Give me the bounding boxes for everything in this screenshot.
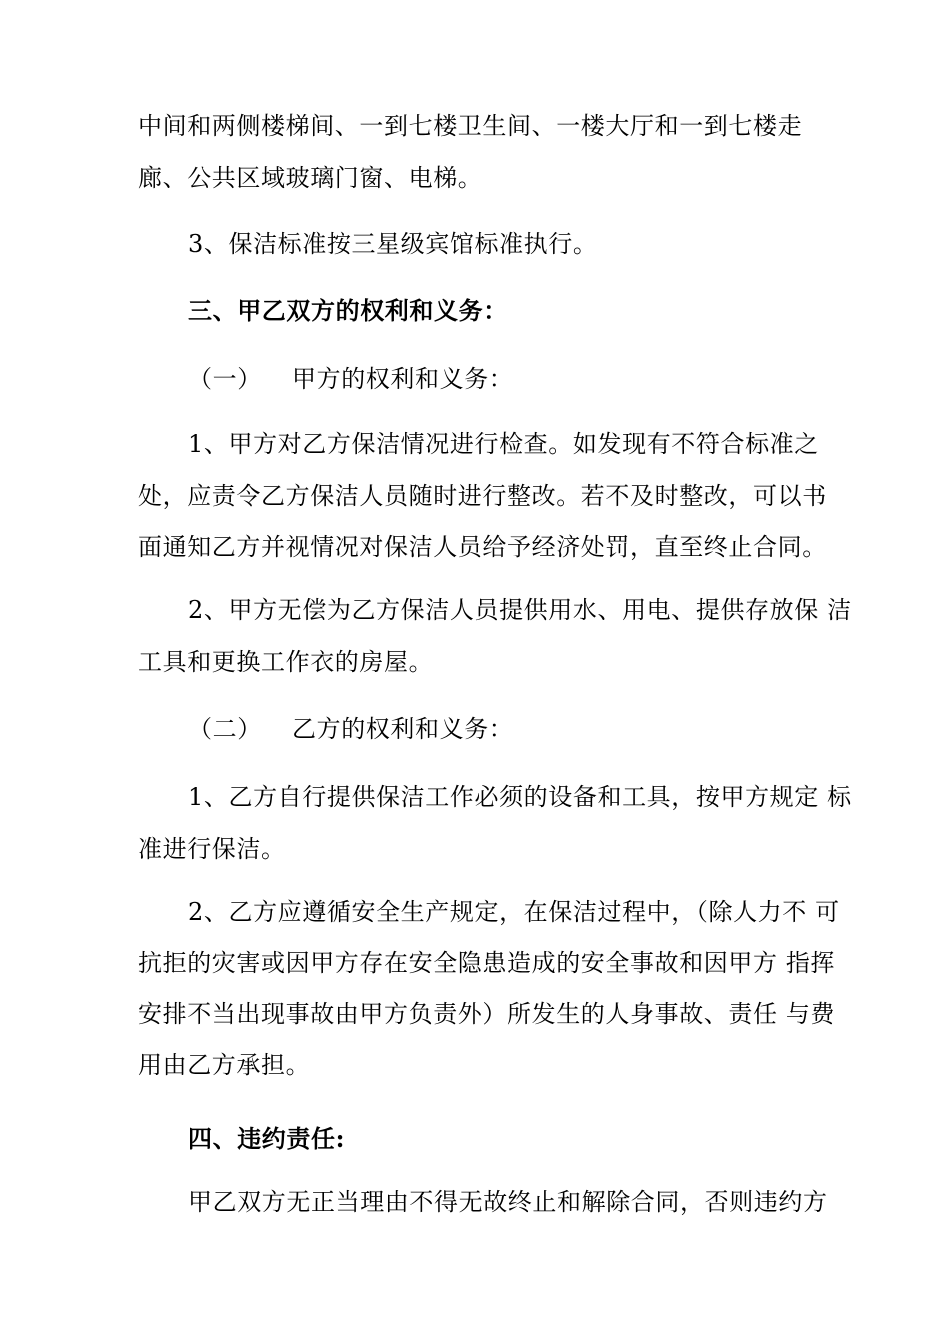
paragraph-line: 工具和更换工作衣的房屋。 xyxy=(138,648,434,676)
paragraph-line: 安排不当出现事故由甲方负责外）所发生的人身事故、责任 与费 xyxy=(138,1000,836,1028)
paragraph-line: 中间和两侧楼梯间、一到七楼卫生间、一楼大厅和一到七楼走 xyxy=(138,112,803,140)
subsection-number: （一） xyxy=(188,365,262,393)
paragraph-line: 2、乙方应遵循安全生产规定，在保洁过程中，（除人力不 可 xyxy=(188,898,840,926)
paragraph-line: 1、乙方自行提供保洁工作必须的设备和工具，按甲方规定 标 xyxy=(188,783,852,811)
paragraph-line: 面通知乙方并视情况对保洁人员给予经济处罚，直至终止合同。 xyxy=(138,533,827,561)
paragraph-line: 用由乙方承担。 xyxy=(138,1051,311,1079)
subsection-heading xyxy=(188,364,513,394)
paragraph-line: 1、甲方对乙方保洁情况进行检查。如发现有不符合标准之 xyxy=(188,430,819,458)
paragraph-line: 处，应责令乙方保洁人员随时进行整改。若不及时整改，可以书 xyxy=(138,482,827,510)
paragraph-line: 2、甲方无偿为乙方保洁人员提供用水、用电、提供存放保 洁 xyxy=(188,596,852,624)
subsection-title: 乙方的权利和义务： xyxy=(292,715,514,743)
section-heading: 四、违约责任: xyxy=(188,1124,346,1153)
subsection-title: 甲方的权利和义务： xyxy=(292,365,514,393)
paragraph-line: 甲乙双方无正当理由不得无故终止和解除合同，否则违约方 xyxy=(188,1188,828,1216)
paragraph-line: 抗拒的灾害或因甲方存在安全隐患造成的安全事故和因甲方 指挥 xyxy=(138,949,836,977)
paragraph-line: 准进行保洁。 xyxy=(138,835,286,863)
subsection-number: （二） xyxy=(188,715,262,743)
paragraph-line: 廊、公共区域玻璃门窗、电梯。 xyxy=(138,164,483,192)
subsection-heading xyxy=(188,714,513,744)
section-heading: 三、甲乙双方的权利和义务： xyxy=(188,296,508,325)
paragraph-line: 3、保洁标准按三星级宾馆标准执行。 xyxy=(188,230,598,258)
